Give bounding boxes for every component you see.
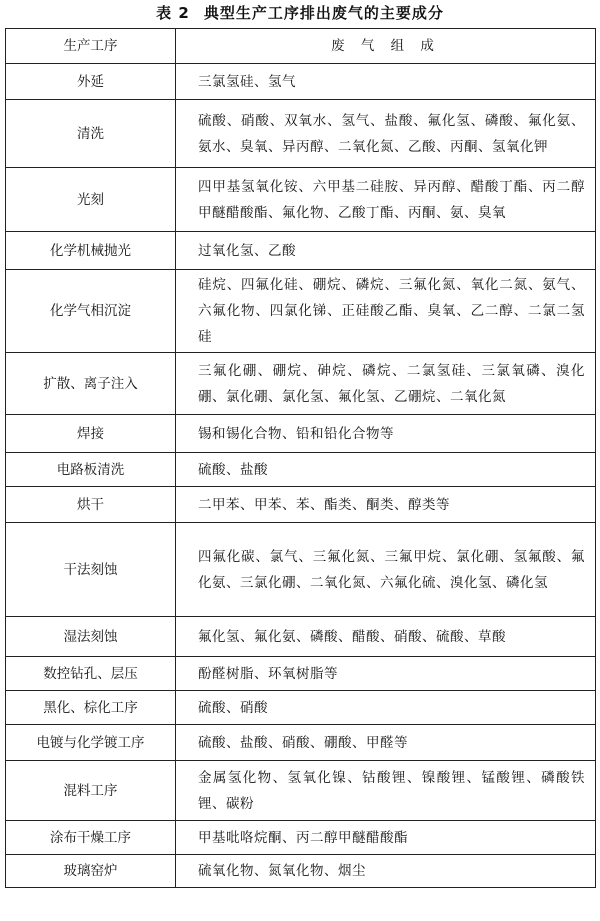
composition-cell: 三氯氢硅、氢气 bbox=[176, 64, 596, 100]
waste-gas-table bbox=[5, 28, 596, 888]
process-cell: 化学气相沉淀 bbox=[6, 270, 176, 353]
composition-cell: 金属氢化物、氢氧化镍、钴酸锂、镍酸锂、锰酸锂、磷酸铁锂、碳粉 bbox=[176, 761, 596, 821]
table-row bbox=[6, 855, 596, 888]
process-cell: 化学机械抛光 bbox=[6, 232, 176, 270]
process-cell: 电路板清洗 bbox=[6, 453, 176, 487]
composition-cell: 酚醛树脂、环氧树脂等 bbox=[176, 657, 596, 691]
table-title: 典型生产工序排出废气的主要成分 bbox=[203, 4, 444, 22]
table-row bbox=[6, 453, 596, 487]
composition-cell: 硫酸、盐酸 bbox=[176, 453, 596, 487]
table-row bbox=[6, 725, 596, 761]
table-number: 表 2 bbox=[156, 4, 190, 22]
composition-cell: 二甲苯、甲苯、苯、酯类、酮类、醇类等 bbox=[176, 487, 596, 523]
composition-cell: 甲基吡咯烷酮、丙二醇甲醚醋酸酯 bbox=[176, 821, 596, 855]
table-row bbox=[6, 100, 596, 168]
process-cell: 扩散、离子注入 bbox=[6, 353, 176, 415]
table-row bbox=[6, 353, 596, 415]
process-cell: 玻璃窑炉 bbox=[6, 855, 176, 888]
table-row bbox=[6, 691, 596, 725]
composition-cell: 硅烷、四氟化硅、硼烷、磷烷、三氟化氮、氧化二氮、氨气、六氟化物、四氯化锑、正硅酸乙酯、臭氧、乙二醇、二氯二氢硅 bbox=[176, 270, 596, 353]
table-caption bbox=[0, 0, 600, 28]
table-row bbox=[6, 270, 596, 353]
process-cell: 黑化、棕化工序 bbox=[6, 691, 176, 725]
process-cell: 焊接 bbox=[6, 415, 176, 453]
process-cell: 电镀与化学镀工序 bbox=[6, 725, 176, 761]
process-cell: 湿法刻蚀 bbox=[6, 617, 176, 657]
composition-cell: 锡和锡化合物、铅和铅化合物等 bbox=[176, 415, 596, 453]
process-cell: 混料工序 bbox=[6, 761, 176, 821]
process-cell: 干法刻蚀 bbox=[6, 523, 176, 617]
composition-cell: 硫酸、硝酸、双氧水、氢气、盐酸、氟化氢、磷酸、氟化氨、氨水、臭氧、异丙醇、二氧化氮、乙酸、丙酮、氢氧化钾 bbox=[176, 100, 596, 168]
table-row bbox=[6, 761, 596, 821]
table-row bbox=[6, 232, 596, 270]
table-row bbox=[6, 617, 596, 657]
header-composition: 废 气 组 成 bbox=[176, 29, 596, 64]
table-row bbox=[6, 523, 596, 617]
table-row bbox=[6, 821, 596, 855]
composition-cell: 四氟化碳、氯气、三氟化氮、三氟甲烷、氯化硼、氢氟酸、氟化氨、三氯化硼、二氧化氮、六氟化硫、溴化氢、磷化氢 bbox=[176, 523, 596, 617]
process-cell: 外延 bbox=[6, 64, 176, 100]
composition-cell: 过氧化氢、乙酸 bbox=[176, 232, 596, 270]
table-row bbox=[6, 168, 596, 232]
composition-cell: 硫酸、硝酸 bbox=[176, 691, 596, 725]
composition-cell: 四甲基氢氧化铵、六甲基二硅胺、异丙醇、醋酸丁酯、丙二醇甲醚醋酸酯、氟化物、乙酸丁酯、丙酮、氨、臭氧 bbox=[176, 168, 596, 232]
process-cell: 烘干 bbox=[6, 487, 176, 523]
table-row bbox=[6, 415, 596, 453]
process-cell: 光刻 bbox=[6, 168, 176, 232]
process-cell: 数控钻孔、层压 bbox=[6, 657, 176, 691]
process-cell: 清洗 bbox=[6, 100, 176, 168]
composition-cell: 硫氧化物、氮氧化物、烟尘 bbox=[176, 855, 596, 888]
composition-cell: 三氟化硼、硼烷、砷烷、磷烷、二氯氢硅、三氯氧磷、溴化硼、氯化硼、氯化氢、氟化氢、乙硼烷、二氧化氮 bbox=[176, 353, 596, 415]
header-process: 生产工序 bbox=[6, 29, 176, 64]
table-row bbox=[6, 657, 596, 691]
table-header-row bbox=[6, 29, 596, 64]
table-row bbox=[6, 487, 596, 523]
table-body bbox=[6, 64, 596, 888]
process-cell: 涂布干燥工序 bbox=[6, 821, 176, 855]
composition-cell: 氟化氢、氟化氨、磷酸、醋酸、硝酸、硫酸、草酸 bbox=[176, 617, 596, 657]
table-row bbox=[6, 64, 596, 100]
composition-cell: 硫酸、盐酸、硝酸、硼酸、甲醛等 bbox=[176, 725, 596, 761]
